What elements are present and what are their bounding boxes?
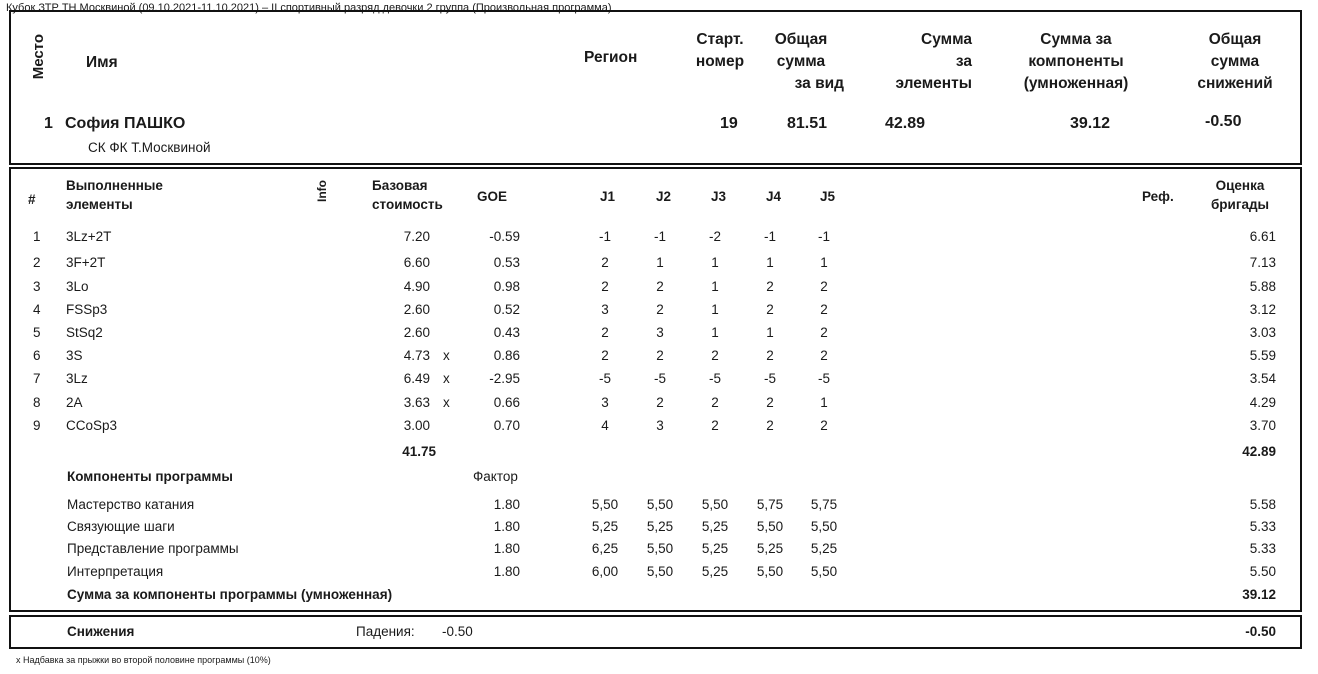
bonus-marker: x: [443, 395, 450, 410]
place-header: Место: [30, 34, 47, 80]
element-panel-score: 4.29: [1249, 395, 1276, 410]
judge-5-grade: 2: [820, 279, 828, 294]
element-code: 3Lz+2T: [66, 229, 112, 244]
judge-5-grade: 1: [820, 255, 828, 270]
judge-4-header: J4: [766, 189, 782, 204]
judge-4-mark: 5,25: [756, 541, 784, 556]
deductions-total: -0.50: [1245, 624, 1276, 639]
components-header: Компоненты программы: [67, 469, 233, 484]
judge-2-grade: 2: [656, 395, 664, 410]
judge-4-grade: 1: [766, 255, 774, 270]
component-name: Представление программы: [67, 541, 239, 556]
falls-value: -0.50: [442, 624, 473, 639]
judge-2-grade: 3: [656, 325, 664, 340]
judge-5-header: J5: [820, 189, 836, 204]
elements-sum-header: Сумма за элементы: [895, 31, 972, 92]
skater-place: 1: [44, 115, 53, 132]
deductions-box: [9, 615, 1302, 649]
element-panel-score: 5.88: [1249, 279, 1276, 294]
judge-2-header: J2: [656, 189, 672, 204]
element-number: 2: [33, 255, 41, 270]
element-panel-score: 3.70: [1249, 418, 1276, 433]
judge-1-grade: 4: [601, 418, 609, 433]
element-number: 7: [33, 371, 41, 386]
judge-3-header: J3: [711, 189, 727, 204]
base-value-header: Базовая стоимость: [372, 178, 443, 212]
document-title: Кубок ЗТР ТН Москвиной (09.10.2021-11.10.2021) – II спортивный разряд девочки 2 группа (Произвольная программа): [6, 2, 612, 14]
falls-label: Падения:: [356, 624, 415, 639]
judge-5-grade: 2: [820, 348, 828, 363]
components-sum-header: Сумма за компоненты (умноженная): [1023, 31, 1129, 92]
judge-1-grade: 2: [601, 325, 609, 340]
element-base-value: 3.00: [403, 418, 430, 433]
component-score: 5.33: [1249, 541, 1276, 556]
skater-club: СК ФК Т.Москвиной: [88, 140, 211, 155]
bonus-marker: x: [443, 348, 450, 363]
deductions-label: Снижения: [67, 624, 135, 639]
component-factor: 1.80: [493, 564, 520, 579]
component-name: Интерпретация: [67, 564, 164, 579]
element-code: 3Lo: [66, 279, 89, 294]
judge-5-grade: 2: [820, 325, 828, 340]
component-score: 5.58: [1249, 497, 1276, 512]
element-panel-score: 3.54: [1249, 371, 1276, 386]
name-header: Имя: [86, 54, 118, 71]
judge-4-mark: 5,50: [756, 519, 784, 534]
judge-4-grade: 2: [766, 279, 774, 294]
element-base-value: 2.60: [403, 302, 430, 317]
skater-components-sum: 39.12: [1070, 115, 1111, 132]
element-number-header: #: [28, 192, 36, 207]
judge-1-mark: 6,25: [591, 541, 619, 556]
judge-2-grade: 1: [656, 255, 664, 270]
judge-2-mark: 5,50: [646, 541, 674, 556]
element-base-value: 6.49: [403, 371, 430, 386]
skater-deductions: -0.50: [1205, 113, 1242, 130]
judge-3-grade: 1: [711, 279, 719, 294]
start-number-header: Старт. номер: [695, 31, 745, 70]
judge-4-mark: 5,75: [756, 497, 784, 512]
element-goe: 0.53: [493, 255, 520, 270]
goe-header: GOE: [477, 189, 508, 204]
executed-elements-header: Выполненные элементы: [66, 178, 163, 212]
element-goe: 0.43: [493, 325, 520, 340]
element-goe: 0.52: [493, 302, 520, 317]
judge-2-grade: 2: [656, 348, 664, 363]
judge-5-grade: 2: [820, 302, 828, 317]
element-goe: -0.59: [489, 229, 520, 244]
element-number: 6: [33, 348, 41, 363]
judge-3-mark: 5,25: [701, 564, 729, 579]
judge-4-grade: 2: [766, 302, 774, 317]
element-goe: -2.95: [489, 371, 520, 386]
judge-3-grade: 2: [711, 395, 719, 410]
judge-2-mark: 5,50: [646, 564, 674, 579]
element-goe: 0.70: [493, 418, 520, 433]
judge-2-grade: -1: [653, 229, 666, 244]
judge-3-grade: 1: [711, 325, 719, 340]
element-panel-score: 5.59: [1249, 348, 1276, 363]
judge-2-grade: -5: [653, 371, 666, 386]
judge-1-mark: 5,50: [591, 497, 619, 512]
judge-3-grade: 1: [711, 302, 719, 317]
element-base-value: 6.60: [403, 255, 430, 270]
judge-1-mark: 6,00: [591, 564, 619, 579]
component-score: 5.50: [1249, 564, 1276, 579]
element-base-value: 2.60: [403, 325, 430, 340]
judge-3-mark: 5,25: [701, 541, 729, 556]
component-factor: 1.80: [493, 541, 520, 556]
element-goe: 0.86: [493, 348, 520, 363]
element-goe: 0.98: [493, 279, 520, 294]
element-code: 2A: [66, 395, 83, 410]
judge-3-mark: 5,50: [701, 497, 729, 512]
element-base-value: 7.20: [403, 229, 430, 244]
judge-1-grade: 3: [601, 302, 609, 317]
element-number: 4: [33, 302, 41, 317]
judge-5-mark: 5,50: [810, 519, 838, 534]
judge-5-mark: 5,25: [810, 541, 838, 556]
judge-1-header: J1: [600, 189, 616, 204]
total-score-header: Общая сумма за вид: [774, 31, 844, 92]
element-code: StSq2: [66, 325, 103, 340]
judge-5-mark: 5,50: [810, 564, 838, 579]
judge-2-grade: 3: [656, 418, 664, 433]
judge-1-grade: 2: [601, 279, 609, 294]
bonus-marker: x: [443, 371, 450, 386]
element-panel-score: 3.03: [1249, 325, 1276, 340]
element-number: 9: [33, 418, 41, 433]
element-panel-score: 7.13: [1249, 255, 1276, 270]
region-header: Регион: [584, 49, 638, 66]
judge-1-grade: 2: [601, 348, 609, 363]
judge-3-grade: 1: [711, 255, 719, 270]
judge-4-grade: 2: [766, 395, 774, 410]
component-name: Связующие шаги: [67, 519, 175, 534]
element-code: 3Lz: [66, 371, 88, 386]
components-total-score: 39.12: [1242, 587, 1276, 602]
judge-3-grade: -2: [708, 229, 721, 244]
deductions-sum-header: Общая сумма снижений: [1197, 31, 1273, 92]
info-header: Info: [315, 180, 329, 202]
judge-2-grade: 2: [656, 302, 664, 317]
judge-2-mark: 5,50: [646, 497, 674, 512]
judge-1-grade: -1: [598, 229, 611, 244]
judge-1-grade: 2: [601, 255, 609, 270]
skater-start-number: 19: [720, 115, 738, 132]
element-panel-score: 3.12: [1249, 302, 1276, 317]
judge-4-grade: 1: [766, 325, 774, 340]
component-factor: 1.80: [493, 519, 520, 534]
judge-2-grade: 2: [656, 279, 664, 294]
components-total-label: Сумма за компоненты программы (умноженная): [67, 587, 393, 602]
element-base-value: 4.90: [403, 279, 430, 294]
element-number: 3: [33, 279, 41, 294]
panel-score-header: Оценка бригады: [1210, 178, 1270, 212]
skater-name: София ПАШКО: [65, 115, 186, 132]
judge-3-grade: 2: [711, 348, 719, 363]
judge-3-mark: 5,25: [701, 519, 729, 534]
element-goe: 0.66: [493, 395, 520, 410]
element-base-value: 3.63: [403, 395, 430, 410]
judge-5-grade: -1: [817, 229, 830, 244]
element-number: 5: [33, 325, 41, 340]
judge-1-grade: -5: [598, 371, 611, 386]
judge-4-grade: -1: [763, 229, 776, 244]
component-score: 5.33: [1249, 519, 1276, 534]
elements-total-score: 42.89: [1242, 444, 1276, 459]
judge-5-grade: 1: [820, 395, 828, 410]
judge-1-mark: 5,25: [591, 519, 619, 534]
element-code: 3F+2T: [66, 255, 106, 270]
element-code: CCoSp3: [66, 418, 118, 433]
judge-4-grade: 2: [766, 418, 774, 433]
judge-2-mark: 5,25: [646, 519, 674, 534]
factor-header: Фактор: [473, 469, 518, 484]
judge-1-grade: 3: [601, 395, 609, 410]
judge-3-grade: 2: [711, 418, 719, 433]
skater-total-score: 81.51: [787, 115, 828, 132]
component-factor: 1.80: [493, 497, 520, 512]
element-base-value: 4.73: [403, 348, 430, 363]
skater-elements-sum: 42.89: [885, 115, 926, 132]
component-name: Мастерство катания: [67, 497, 195, 512]
judge-4-grade: 2: [766, 348, 774, 363]
elements-total-base: 41.75: [402, 444, 436, 459]
element-panel-score: 6.61: [1249, 229, 1276, 244]
judge-5-grade: 2: [820, 418, 828, 433]
judge-5-mark: 5,75: [810, 497, 838, 512]
judge-5-grade: -5: [817, 371, 830, 386]
judge-3-grade: -5: [708, 371, 721, 386]
footnote: x Надбавка за прыжки во второй половине программы (10%): [16, 655, 271, 665]
judge-4-mark: 5,50: [756, 564, 784, 579]
element-number: 8: [33, 395, 41, 410]
judge-4-grade: -5: [763, 371, 776, 386]
referee-header: Реф.: [1142, 189, 1174, 204]
element-code: FSSp3: [66, 302, 108, 317]
element-code: 3S: [66, 348, 83, 363]
element-number: 1: [33, 229, 41, 244]
